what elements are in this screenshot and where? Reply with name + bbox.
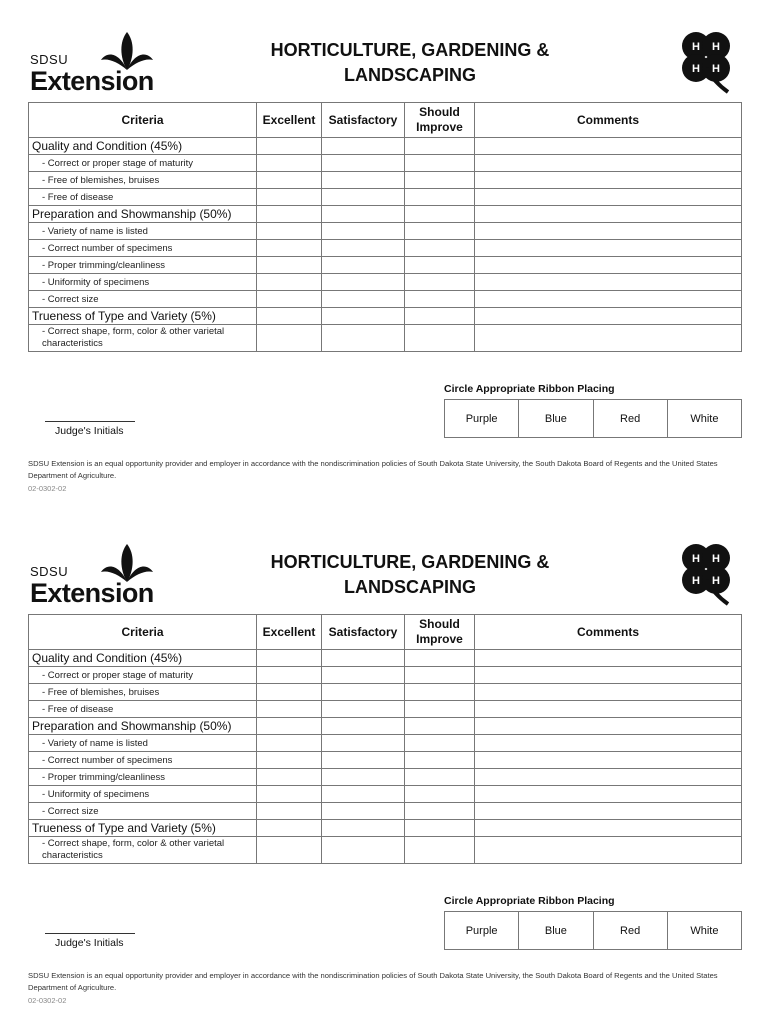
sdsu-extension-logo <box>30 542 160 610</box>
satisfactory-cell[interactable] <box>322 803 405 820</box>
svg-text:H: H <box>692 63 700 75</box>
header-should-improve: Should Improve <box>405 615 475 650</box>
criteria-item: - Free of blemishes, bruises <box>29 684 257 701</box>
svg-text:H: H <box>692 41 700 53</box>
criteria-item: - Proper trimming/cleanliness <box>29 257 257 274</box>
satisfactory-cell[interactable] <box>322 769 405 786</box>
logo-extension-text: Extension <box>30 578 154 608</box>
ribbon-placing-title: Circle Appropriate Ribbon Placing <box>444 383 615 395</box>
ribbon-options <box>444 911 742 950</box>
document-code: 02-0302-02 <box>28 996 67 1005</box>
comments-cell[interactable] <box>475 667 742 684</box>
svg-text:H: H <box>692 553 700 565</box>
category-label: Quality and Condition (45%) <box>29 650 257 667</box>
category-row <box>29 308 742 325</box>
ribbon-white[interactable]: White <box>667 912 741 950</box>
should-improve-cell[interactable] <box>405 786 475 803</box>
excellent-cell[interactable] <box>257 308 322 325</box>
ribbon-blue[interactable]: Blue <box>519 400 593 438</box>
excellent-cell[interactable] <box>257 701 322 718</box>
category-label: Trueness of Type and Variety (5%) <box>29 820 257 837</box>
table-row <box>29 701 742 718</box>
comments-cell[interactable] <box>475 257 742 274</box>
excellent-cell[interactable] <box>257 240 322 257</box>
logo-extension-text: Extension <box>30 66 154 96</box>
table-row <box>29 803 742 820</box>
excellent-cell[interactable] <box>257 223 322 240</box>
should-improve-cell[interactable] <box>405 308 475 325</box>
satisfactory-cell[interactable] <box>322 325 405 352</box>
category-label: Preparation and Showmanship (50%) <box>29 718 257 735</box>
should-improve-cell[interactable] <box>405 752 475 769</box>
judge-initials-line[interactable] <box>45 933 135 934</box>
header-criteria: Criteria <box>29 615 257 650</box>
category-label: Quality and Condition (45%) <box>29 138 257 155</box>
excellent-cell[interactable] <box>257 718 322 735</box>
satisfactory-cell[interactable] <box>322 223 405 240</box>
excellent-cell[interactable] <box>257 820 322 837</box>
satisfactory-cell[interactable] <box>322 274 405 291</box>
excellent-cell[interactable] <box>257 291 322 308</box>
criteria-item: - Correct or proper stage of maturity <box>29 155 257 172</box>
criteria-item: - Free of disease <box>29 701 257 718</box>
scoring-table <box>28 102 742 352</box>
header-criteria: Criteria <box>29 103 257 138</box>
title-line-1: HORTICULTURE, GARDENING & <box>270 552 550 572</box>
table-row <box>29 291 742 308</box>
should-improve-cell[interactable] <box>405 820 475 837</box>
satisfactory-cell[interactable] <box>322 138 405 155</box>
sdsu-extension-logo <box>30 30 160 98</box>
excellent-cell[interactable] <box>257 138 322 155</box>
comments-cell[interactable] <box>475 240 742 257</box>
satisfactory-cell[interactable] <box>322 820 405 837</box>
table-row <box>29 240 742 257</box>
satisfactory-cell[interactable] <box>322 752 405 769</box>
should-improve-cell[interactable] <box>405 650 475 667</box>
satisfactory-cell[interactable] <box>322 718 405 735</box>
comments-cell[interactable] <box>475 206 742 223</box>
should-improve-cell[interactable] <box>405 155 475 172</box>
table-row <box>29 667 742 684</box>
svg-text:H: H <box>712 63 720 75</box>
criteria-item: - Correct shape, form, color & other varietal characteristics <box>29 837 257 864</box>
comments-cell[interactable] <box>475 223 742 240</box>
ribbon-purple[interactable]: Purple <box>445 912 519 950</box>
satisfactory-cell[interactable] <box>322 206 405 223</box>
satisfactory-cell[interactable] <box>322 667 405 684</box>
excellent-cell[interactable] <box>257 155 322 172</box>
should-improve-cell[interactable] <box>405 257 475 274</box>
header-excellent: Excellent <box>257 103 322 138</box>
logo-sdsu-text: SDSU <box>30 52 69 67</box>
logo-sdsu-text: SDSU <box>30 564 69 579</box>
comments-cell[interactable] <box>475 138 742 155</box>
comments-cell[interactable] <box>475 735 742 752</box>
comments-cell[interactable] <box>475 308 742 325</box>
should-improve-cell[interactable] <box>405 735 475 752</box>
ribbon-blue[interactable]: Blue <box>519 912 593 950</box>
title-line-2: LANDSCAPING <box>343 577 476 597</box>
table-row <box>29 786 742 803</box>
criteria-item: - Variety of name is listed <box>29 735 257 752</box>
excellent-cell[interactable] <box>257 257 322 274</box>
scoring-table <box>28 614 742 864</box>
comments-cell[interactable] <box>475 684 742 701</box>
footer-disclaimer: SDSU Extension is an equal opportunity provider and employer in accordance with the nondiscrimination policies of South Dakota State University, the South Dakota Board of Regents and the United States Department of Agriculture. <box>28 971 718 992</box>
satisfactory-cell[interactable] <box>322 650 405 667</box>
table-row <box>29 257 742 274</box>
footer-disclaimer: SDSU Extension is an equal opportunity provider and employer in accordance with the nondiscrimination policies of South Dakota State University, the South Dakota Board of Regents and the United States Department of Agriculture. <box>28 459 718 480</box>
title-line-1: HORTICULTURE, GARDENING & <box>270 40 550 60</box>
category-label: Preparation and Showmanship (50%) <box>29 206 257 223</box>
excellent-cell[interactable] <box>257 752 322 769</box>
criteria-item: - Correct size <box>29 291 257 308</box>
comments-cell[interactable] <box>475 189 742 206</box>
should-improve-cell[interactable] <box>405 189 475 206</box>
should-improve-cell[interactable] <box>405 718 475 735</box>
header-should-improve: Should Improve <box>405 103 475 138</box>
ribbon-red[interactable]: Red <box>593 400 667 438</box>
svg-text:H: H <box>712 41 720 53</box>
table-row <box>29 274 742 291</box>
table-row <box>29 172 742 189</box>
svg-text:H: H <box>712 575 720 587</box>
should-improve-cell[interactable] <box>405 291 475 308</box>
comments-cell[interactable] <box>475 274 742 291</box>
criteria-item: - Proper trimming/cleanliness <box>29 769 257 786</box>
satisfactory-cell[interactable] <box>322 684 405 701</box>
table-row <box>29 684 742 701</box>
category-row <box>29 138 742 155</box>
excellent-cell[interactable] <box>257 274 322 291</box>
excellent-cell[interactable] <box>257 189 322 206</box>
form-title <box>230 38 590 88</box>
criteria-item: - Free of disease <box>29 189 257 206</box>
satisfactory-cell[interactable] <box>322 257 405 274</box>
comments-cell[interactable] <box>475 291 742 308</box>
excellent-cell[interactable] <box>257 786 322 803</box>
comments-cell[interactable] <box>475 155 742 172</box>
satisfactory-cell[interactable] <box>322 786 405 803</box>
satisfactory-cell[interactable] <box>322 837 405 864</box>
table-header-row <box>29 103 742 138</box>
should-improve-cell[interactable] <box>405 701 475 718</box>
table-row <box>29 769 742 786</box>
satisfactory-cell[interactable] <box>322 308 405 325</box>
table-row <box>29 837 742 864</box>
4h-clover-icon <box>674 540 738 606</box>
category-row <box>29 206 742 223</box>
criteria-item: - Free of blemishes, bruises <box>29 172 257 189</box>
should-improve-cell[interactable] <box>405 769 475 786</box>
criteria-item: - Correct size <box>29 803 257 820</box>
comments-cell[interactable] <box>475 701 742 718</box>
4h-clover-icon <box>674 28 738 94</box>
svg-text:H: H <box>692 575 700 587</box>
ribbon-purple[interactable]: Purple <box>445 400 519 438</box>
judge-initials-line[interactable] <box>45 421 135 422</box>
criteria-item: - Uniformity of specimens <box>29 274 257 291</box>
table-row <box>29 752 742 769</box>
ribbon-options <box>444 399 742 438</box>
header-comments: Comments <box>475 615 742 650</box>
comments-cell[interactable] <box>475 837 742 864</box>
excellent-cell[interactable] <box>257 769 322 786</box>
criteria-item: - Correct or proper stage of maturity <box>29 667 257 684</box>
document-code: 02-0302-02 <box>28 484 67 493</box>
criteria-item: - Correct shape, form, color & other varietal characteristics <box>29 325 257 352</box>
should-improve-cell[interactable] <box>405 325 475 352</box>
table-header-row <box>29 615 742 650</box>
category-label: Trueness of Type and Variety (5%) <box>29 308 257 325</box>
excellent-cell[interactable] <box>257 667 322 684</box>
excellent-cell[interactable] <box>257 803 322 820</box>
category-row <box>29 718 742 735</box>
excellent-cell[interactable] <box>257 172 322 189</box>
excellent-cell[interactable] <box>257 684 322 701</box>
title-line-2: LANDSCAPING <box>343 65 476 85</box>
satisfactory-cell[interactable] <box>322 155 405 172</box>
satisfactory-cell[interactable] <box>322 172 405 189</box>
comments-cell[interactable] <box>475 820 742 837</box>
header-satisfactory: Satisfactory <box>322 615 405 650</box>
judge-initials-label: Judge's Initials <box>55 937 124 949</box>
should-improve-cell[interactable] <box>405 172 475 189</box>
excellent-cell[interactable] <box>257 325 322 352</box>
satisfactory-cell[interactable] <box>322 291 405 308</box>
ribbon-red[interactable]: Red <box>593 912 667 950</box>
should-improve-cell[interactable] <box>405 138 475 155</box>
excellent-cell[interactable] <box>257 650 322 667</box>
score-card-bottom <box>0 512 770 1024</box>
ribbon-white[interactable]: White <box>667 400 741 438</box>
satisfactory-cell[interactable] <box>322 701 405 718</box>
criteria-item: - Correct number of specimens <box>29 240 257 257</box>
plant-logo-icon <box>100 542 154 582</box>
plant-logo-icon <box>100 30 154 70</box>
comments-cell[interactable] <box>475 650 742 667</box>
should-improve-cell[interactable] <box>405 240 475 257</box>
comments-cell[interactable] <box>475 786 742 803</box>
criteria-item: - Correct number of specimens <box>29 752 257 769</box>
header-comments: Comments <box>475 103 742 138</box>
header-excellent: Excellent <box>257 615 322 650</box>
table-row <box>29 189 742 206</box>
should-improve-cell[interactable] <box>405 684 475 701</box>
comments-cell[interactable] <box>475 752 742 769</box>
should-improve-cell[interactable] <box>405 274 475 291</box>
table-row <box>29 223 742 240</box>
svg-text:H: H <box>712 553 720 565</box>
satisfactory-cell[interactable] <box>322 189 405 206</box>
criteria-item: - Uniformity of specimens <box>29 786 257 803</box>
comments-cell[interactable] <box>475 769 742 786</box>
form-title <box>230 550 590 600</box>
ribbon-placing-title: Circle Appropriate Ribbon Placing <box>444 895 615 907</box>
header-satisfactory: Satisfactory <box>322 103 405 138</box>
comments-cell[interactable] <box>475 325 742 352</box>
comments-cell[interactable] <box>475 803 742 820</box>
comments-cell[interactable] <box>475 718 742 735</box>
table-row <box>29 735 742 752</box>
criteria-item: - Variety of name is listed <box>29 223 257 240</box>
satisfactory-cell[interactable] <box>322 240 405 257</box>
table-row <box>29 155 742 172</box>
category-row <box>29 650 742 667</box>
should-improve-cell[interactable] <box>405 667 475 684</box>
excellent-cell[interactable] <box>257 837 322 864</box>
should-improve-cell[interactable] <box>405 837 475 864</box>
should-improve-cell[interactable] <box>405 803 475 820</box>
satisfactory-cell[interactable] <box>322 735 405 752</box>
table-row <box>29 325 742 352</box>
comments-cell[interactable] <box>475 172 742 189</box>
should-improve-cell[interactable] <box>405 206 475 223</box>
judge-initials-label: Judge's Initials <box>55 425 124 437</box>
excellent-cell[interactable] <box>257 735 322 752</box>
category-row <box>29 820 742 837</box>
should-improve-cell[interactable] <box>405 223 475 240</box>
excellent-cell[interactable] <box>257 206 322 223</box>
